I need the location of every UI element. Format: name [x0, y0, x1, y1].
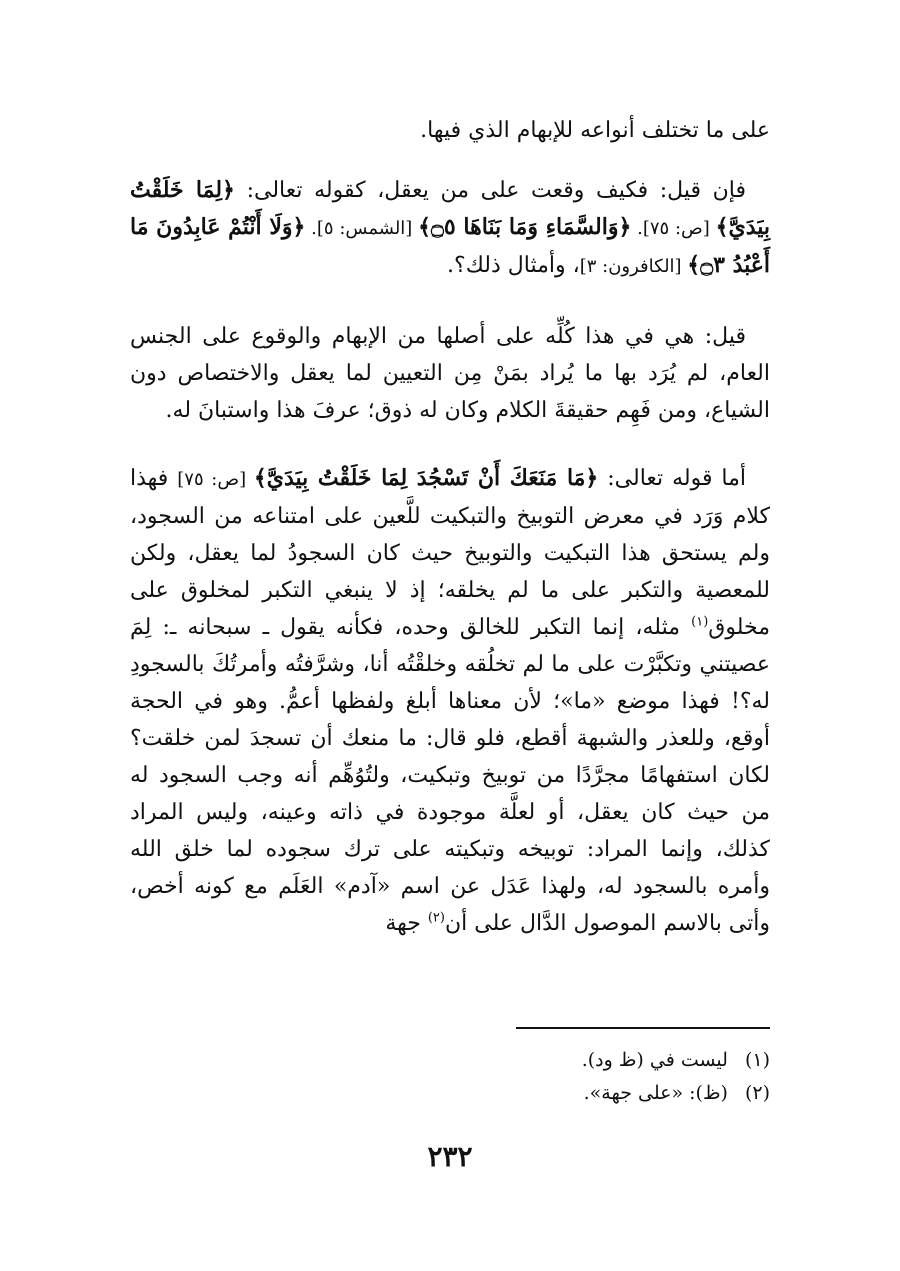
quran-verse-3: ﴿وَلَا أَنْتُمْ عَابِدُونَ مَا أَعْبُدُ ۝٣﴾: [130, 214, 770, 278]
verse-reference-2: [الشمس: ٥].: [305, 218, 419, 239]
paragraph-2: [130, 172, 770, 285]
footnote-number: (٢): [744, 1082, 770, 1104]
quran-verse-2: ﴿وَالسَّمَاءِ وَمَا بَنَاهَا ۝٥﴾: [418, 214, 632, 240]
paragraph-4: [130, 460, 770, 942]
paragraph-4-text-b: فهذا كلام وَرَد في معرض التوبيخ والتبكيت للَّعين على امتناعه من السجود، ولم يستحق هذا التبكيت والتوبيخ حيث كان السجودُ لما يعقل، ولكن للمعصية والتكبر على ما لم يخلقه؛ إذ لا ينبغي التكبر لمخلوق على مخلوق: [130, 466, 770, 640]
quran-verse-1: ﴿لِمَا خَلَقْتُ بِيَدَيَّ﴾: [130, 177, 770, 240]
footnote-text: ليست في (ظ ود).: [581, 1049, 728, 1071]
footnote-marker-1[interactable]: (١): [691, 614, 709, 630]
footnotes: [130, 1044, 770, 1110]
paragraph-4-text-d: جهة: [385, 911, 428, 936]
paragraph-2-text-a: فإن قيل: فكيف وقعت على من يعقل، كقوله تعالى:: [234, 178, 746, 203]
verse-reference-4: [ص: ٧٥]: [177, 469, 254, 490]
verse-reference-1: [ص: ٧٥].: [631, 218, 716, 239]
paragraph-2-text-b: ، وأمثال ذلك؟.: [447, 253, 580, 278]
paragraph-4-text-c: مثله، إنما التكبر للخالق وحده، فكأنه يقول ـ سبحانه ـ: لِمَ عصيتني وتكبَّرْت على ما لم تخلُقه وخلقْتُه أنا، وشرَّفتُه وأمرتُكَ بالسجودِ له؟! فهذا موضع «ما»؛ لأن معناها أبلغ ولفظها أعمُّ. وهو في الحجة أوقع، وللعذر والشبهة أقطع، فلو قال: ما منعك أن تسجدَ لمن خلقت؟ لكان استفهامًا مجرَّدًا من توبيخ وتبكيت، ولتُوُهِّم أنه وجب السجود له من حيث كان يعقل، أو لعلَّة موجودة في ذاته وعينه، وليس المراد كذلك، وإنما المراد: توبيخه وتبكيته على ترك سجوده لما خلق الله وأمره بالسجود له، ولهذا عَدَل عن اسم «آدم» العَلَم مع كونه أخص، وأتى بالاسم الموصول الدَّال على أن: [130, 615, 771, 936]
footnote-divider: [516, 1027, 770, 1029]
paragraph-3-text: قيل: هي في هذا كُلِّه على أصلها من الإبهام والوقوع على الجنس العام، لم يُرَد بها ما يُراد بمَنْ مِن التعيين لما يعقل والاختصاص دون الشياع، ومن فَهِم حقيقةَ الكلام وكان له ذوق؛ عرفَ هذا واستبانَ له.: [130, 324, 770, 423]
footnote-2: [130, 1077, 770, 1110]
paragraph-4-text-a: أما قوله تعالى:: [598, 466, 747, 491]
footnote-1: [130, 1044, 770, 1077]
paragraph-1-text: على ما تختلف أنواعه للإبهام الذي فيها.: [420, 118, 770, 143]
paragraph-3: [130, 318, 770, 429]
footnote-text: (ظ): «على جهة».: [583, 1082, 728, 1104]
footnote-number: (١): [744, 1049, 770, 1071]
quran-verse-4: ﴿مَا مَنَعَكَ أَنْ تَسْجُدَ لِمَا خَلَقْتُ بِيَدَيَّ﴾: [253, 465, 599, 491]
paragraph-1: [130, 112, 770, 149]
verse-reference-3: [الكافرون: ٣]: [579, 256, 688, 277]
footnote-marker-2[interactable]: (٢): [427, 910, 445, 926]
page-number: ٢٣٢: [427, 1140, 473, 1173]
